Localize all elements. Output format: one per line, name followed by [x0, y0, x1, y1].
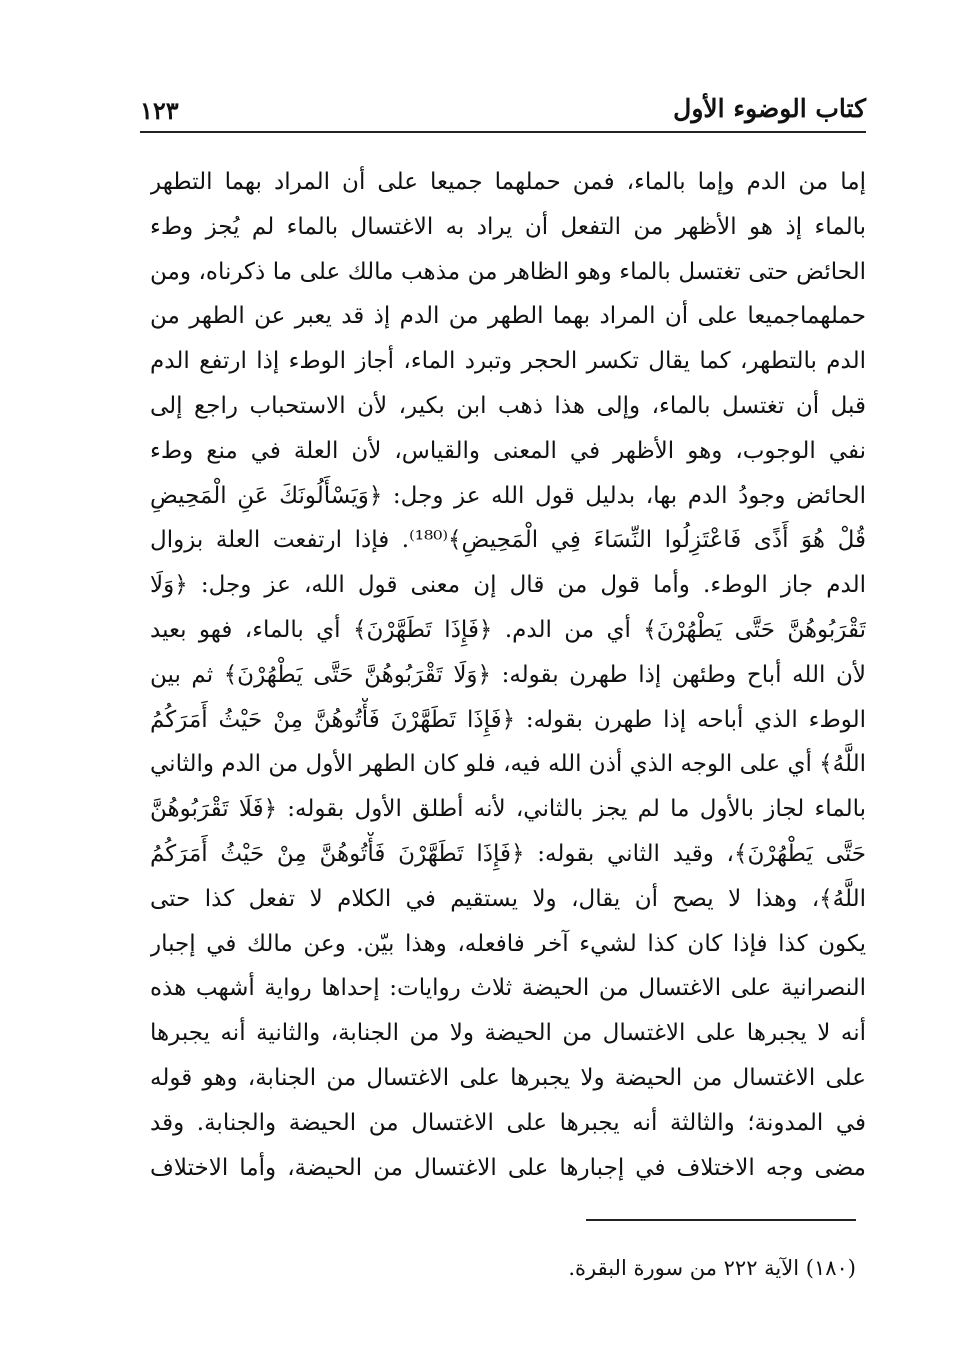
footnote-divider	[586, 1219, 856, 1221]
text-line: الدم بالتطهر، كما يقال تكسر الحجر وتبرد الماء، أجاز الوطء إذا ارتفع الدم	[150, 348, 866, 375]
text-line: قبل أن تغتسل بالماء، وإلى هذا ذهب ابن بكير، لأن الاستحباب راجع إلى	[150, 392, 866, 419]
text-line: على الاغتسال من الحيضة ولا يجبرها على الاغتسال من الجنابة، وهو قوله	[150, 1064, 866, 1091]
text-line: النصرانية على الاغتسال من الحيضة ثلاث روايات: إحداها رواية أشهب هذه	[150, 975, 866, 1002]
text-line: بالماء لجاز بالأول ما لم يجز بالثاني، لأنه أطلق الأول بقوله: ﴿فَلَا تَقْرَبُوهُنَّ	[150, 796, 866, 823]
header-divider	[140, 131, 866, 133]
text-line: الوطء الذي أباحه إذا طهرن بقوله: ﴿فَإِذَا تَطَهَّرْنَ فَأْتُوهُنَّ مِنْ حَيْثُ أَمَرَكُمُ	[150, 706, 866, 733]
text-line: أنه لا يجبرها على الاغتسال من الحيضة ولا من الجنابة، والثانية أنه يجبرها	[150, 1020, 866, 1047]
text-line: إما من الدم وإما بالماء، فمن حملهما جميعا على أن المراد بهما التطهر	[150, 169, 866, 195]
text-line: نفي الوجوب، وهو الأظهر في المعنى والقياس، لأن العلة في منع وطء	[150, 437, 866, 464]
text-line: الحائض حتى تغتسل بالماء وهو الظاهر من مذهب مالك على ما ذكرناه، ومن	[150, 258, 866, 285]
text-line: قُلْ هُوَ أَذًى فَاعْتَزِلُوا النِّسَاءَ فِي الْمَحِيضِ﴾⁽¹⁸⁰⁾. فإذا ارتفعت العلة بزوال	[150, 527, 866, 554]
text-line: اللَّهُ﴾ أي على الوجه الذي أذن الله فيه، فلو كان الطهر الأول من الدم والثاني	[150, 751, 866, 778]
text-line: يكون كذا فإذا كان كذا لشيء آخر فافعله، وهذا بيّن. وعن مالك في إجبار	[150, 930, 866, 957]
text-line: الدم جاز الوطء. وأما قول من قال إن معنى قول الله، عز وجل: ﴿وَلَا	[150, 572, 866, 599]
text-line: حملهماجميعا على أن المراد بهما الطهر من الدم إذ قد يعبر عن الطهر من	[150, 303, 866, 330]
text-line: اللَّهُ﴾، وهذا لا يصح أن يقال، ولا يستقيم في الكلام لا تفعل كذا حتى	[150, 885, 866, 912]
text-line: في المدونة؛ والثالثة أنه يجبرها على الاغتسال من الحيضة والجنابة. وقد	[150, 1109, 866, 1136]
text-line: لأن الله أباح وطئهن إذا طهرن بقوله: ﴿وَلَا تَقْرَبُوهُنَّ حَتَّى يَطْهُرْنَ﴾ ثم بين	[150, 661, 866, 688]
footnote: (١٨٠) الآية ٢٢٢ من سورة البقرة.	[568, 1256, 856, 1280]
main-text	[150, 160, 866, 1190]
page-number: ١٢٣	[140, 96, 179, 125]
text-line: بالماء إذ هو الأظهر من التفعل أن يراد به الاغتسال بالماء لم يُجز وطء	[150, 213, 866, 240]
text-line: مضى وجه الاختلاف في إجبارها على الاغتسال من الحيضة، وأما الاختلاف	[150, 1154, 866, 1181]
text-line: الحائض وجودُ الدم بها، بدليل قول الله عز وجل: ﴿وَيَسْأَلُونَكَ عَنِ الْمَحِيضِ	[150, 482, 866, 509]
running-header	[140, 92, 866, 132]
text-line: حَتَّى يَطْهُرْنَ﴾، وقيد الثاني بقوله: ﴿فَإِذَا تَطَهَّرْنَ فَأْتُوهُنَّ مِنْ حَيْثُ أَمَرَكُمُ	[150, 840, 866, 867]
text-line: تَقْرَبُوهُنَّ حَتَّى يَطْهُرْنَ﴾ أي من الدم. ﴿فَإِذَا تَطَهَّرْنَ﴾ أي بالماء، فهو بعيد	[150, 616, 866, 643]
chapter-title: كتاب الوضوء الأول	[673, 94, 866, 123]
